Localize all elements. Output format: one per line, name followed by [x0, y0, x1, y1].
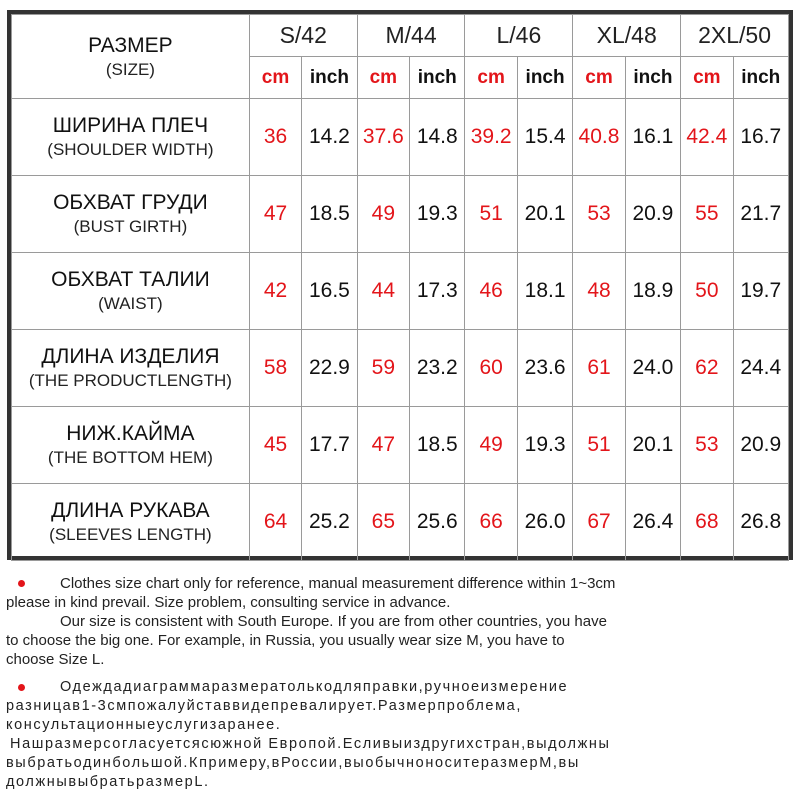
cm-value: 47: [249, 176, 301, 253]
table-row: [12, 330, 789, 407]
measurement-label-ru: ОБХВАТ ТАЛИИ: [51, 268, 210, 291]
unit-inch-header: inch: [733, 57, 788, 99]
inch-value: 19.3: [410, 176, 465, 253]
cm-value: 49: [357, 176, 409, 253]
inch-value: 19.7: [733, 253, 788, 330]
unit-cm-header: cm: [465, 57, 517, 99]
size-column-header: L/46: [465, 15, 573, 57]
size-column-header: XL/48: [573, 15, 681, 57]
unit-inch-header: inch: [302, 57, 357, 99]
inch-value: 22.9: [302, 330, 357, 407]
note-russian: [0, 678, 790, 792]
note-ru-line: Одеждадиаграммаразмератолькодляправки,ручноеизмерение: [60, 679, 569, 695]
measurement-label: [12, 99, 250, 176]
cm-value: 51: [465, 176, 517, 253]
note-ru-line: консультационныеуслугизаранее.: [6, 717, 282, 733]
note-en-line: Our size is consistent with South Europe. If you are from other countries, you have: [60, 613, 607, 630]
table-row: [12, 99, 789, 176]
note-english: [0, 574, 790, 669]
cm-value: 61: [573, 330, 625, 407]
cm-value: 67: [573, 484, 625, 561]
unit-cm-header: cm: [573, 57, 625, 99]
cm-value: 50: [681, 253, 733, 330]
unit-cm-header: cm: [681, 57, 733, 99]
cm-value: 59: [357, 330, 409, 407]
inch-value: 17.3: [410, 253, 465, 330]
inch-value: 21.7: [733, 176, 788, 253]
cm-value: 49: [465, 407, 517, 484]
bullet-icon: [18, 580, 25, 587]
cm-value: 51: [573, 407, 625, 484]
cm-value: 66: [465, 484, 517, 561]
inch-value: 16.7: [733, 99, 788, 176]
inch-value: 20.9: [625, 176, 680, 253]
measurement-label: [12, 176, 250, 253]
size-column-header: M/44: [357, 15, 465, 57]
unit-cm-header: cm: [357, 57, 409, 99]
measurement-label: [12, 484, 250, 561]
size-column-header: S/42: [249, 15, 357, 57]
measurement-label: [12, 407, 250, 484]
size-column-header: 2XL/50: [681, 15, 789, 57]
inch-value: 23.6: [517, 330, 572, 407]
cm-value: 40.8: [573, 99, 625, 176]
measurement-label-en: (SHOULDER WIDTH): [47, 140, 214, 159]
inch-value: 18.1: [517, 253, 572, 330]
measurement-label-ru: ДЛИНА РУКАВА: [51, 499, 210, 522]
note-ru-line: должнывыбратьразмерL.: [6, 774, 210, 790]
note-ru-line: Нашразмерсогласуетсясюжной Европой.Есливыиздругихстран,выдолжны: [10, 736, 611, 752]
inch-value: 16.5: [302, 253, 357, 330]
inch-value: 18.9: [625, 253, 680, 330]
cm-value: 42.4: [681, 99, 733, 176]
inch-value: 26.4: [625, 484, 680, 561]
unit-inch-header: inch: [517, 57, 572, 99]
table-row: [12, 484, 789, 561]
inch-value: 26.8: [733, 484, 788, 561]
cm-value: 55: [681, 176, 733, 253]
size-chart: [7, 10, 793, 560]
cm-value: 37.6: [357, 99, 409, 176]
cm-value: 39.2: [465, 99, 517, 176]
size-header-ru: РАЗМЕР: [88, 33, 173, 57]
cm-value: 53: [573, 176, 625, 253]
inch-value: 20.9: [733, 407, 788, 484]
table-row: [12, 407, 789, 484]
inch-value: 14.2: [302, 99, 357, 176]
cm-value: 48: [573, 253, 625, 330]
bullet-icon: [18, 684, 25, 691]
size-header-cell: [12, 15, 250, 99]
inch-value: 20.1: [625, 407, 680, 484]
measurement-label-ru: ОБХВАТ ГРУДИ: [53, 191, 208, 214]
cm-value: 44: [357, 253, 409, 330]
note-en-line: Clothes size chart only for reference, manual measurement difference within 1~3cm: [60, 575, 616, 592]
measurement-label-ru: НИЖ.КАЙМА: [66, 422, 195, 445]
cm-value: 65: [357, 484, 409, 561]
note-en-line: please in kind prevail. Size problem, consulting service in advance.: [6, 594, 451, 611]
inch-value: 14.8: [410, 99, 465, 176]
cm-value: 53: [681, 407, 733, 484]
cm-value: 64: [249, 484, 301, 561]
measurement-label-en: (THE PRODUCTLENGTH): [28, 371, 232, 390]
unit-inch-header: inch: [410, 57, 465, 99]
note-en-line: choose Size L.: [6, 651, 105, 668]
note-en-line: to choose the big one. For example, in Russia, you usually wear size M, you have to: [6, 632, 565, 649]
cm-value: 68: [681, 484, 733, 561]
inch-value: 24.0: [625, 330, 680, 407]
measurement-label-en: (THE BOTTOM HEM): [47, 448, 213, 467]
measurement-label: [12, 330, 250, 407]
inch-value: 17.7: [302, 407, 357, 484]
unit-inch-header: inch: [625, 57, 680, 99]
note-ru-line: разницав1-3смпожалуйставвидепревалирует.Размерпроблема,: [6, 698, 522, 714]
inch-value: 15.4: [517, 99, 572, 176]
inch-value: 16.1: [625, 99, 680, 176]
cm-value: 36: [249, 99, 301, 176]
inch-value: 25.2: [302, 484, 357, 561]
measurement-label: [12, 253, 250, 330]
inch-value: 24.4: [733, 330, 788, 407]
measurement-label-en: (BUST GIRTH): [73, 217, 188, 236]
cm-value: 58: [249, 330, 301, 407]
measurement-label-ru: ДЛИНА ИЗДЕЛИЯ: [41, 345, 220, 368]
inch-value: 18.5: [410, 407, 465, 484]
cm-value: 45: [249, 407, 301, 484]
cm-value: 47: [357, 407, 409, 484]
cm-value: 46: [465, 253, 517, 330]
inch-value: 25.6: [410, 484, 465, 561]
size-table: [11, 14, 789, 561]
inch-value: 19.3: [517, 407, 572, 484]
measurement-label-en: (SLEEVES LENGTH): [49, 525, 212, 544]
cm-value: 60: [465, 330, 517, 407]
measurement-label-en: (WAIST): [98, 294, 163, 313]
note-ru-line: выбратьодинбольшой.Кпримеру,вРоссии,выобычноноситеразмерМ,вы: [6, 755, 580, 771]
header-size-row: [12, 15, 789, 57]
cm-value: 42: [249, 253, 301, 330]
inch-value: 26.0: [517, 484, 572, 561]
size-header-en: (SIZE): [105, 59, 155, 79]
inch-value: 20.1: [517, 176, 572, 253]
inch-value: 18.5: [302, 176, 357, 253]
cm-value: 62: [681, 330, 733, 407]
unit-cm-header: cm: [249, 57, 301, 99]
table-row: [12, 176, 789, 253]
inch-value: 23.2: [410, 330, 465, 407]
table-row: [12, 253, 789, 330]
measurement-label-ru: ШИРИНА ПЛЕЧ: [52, 114, 209, 137]
notes-section: [0, 568, 800, 800]
